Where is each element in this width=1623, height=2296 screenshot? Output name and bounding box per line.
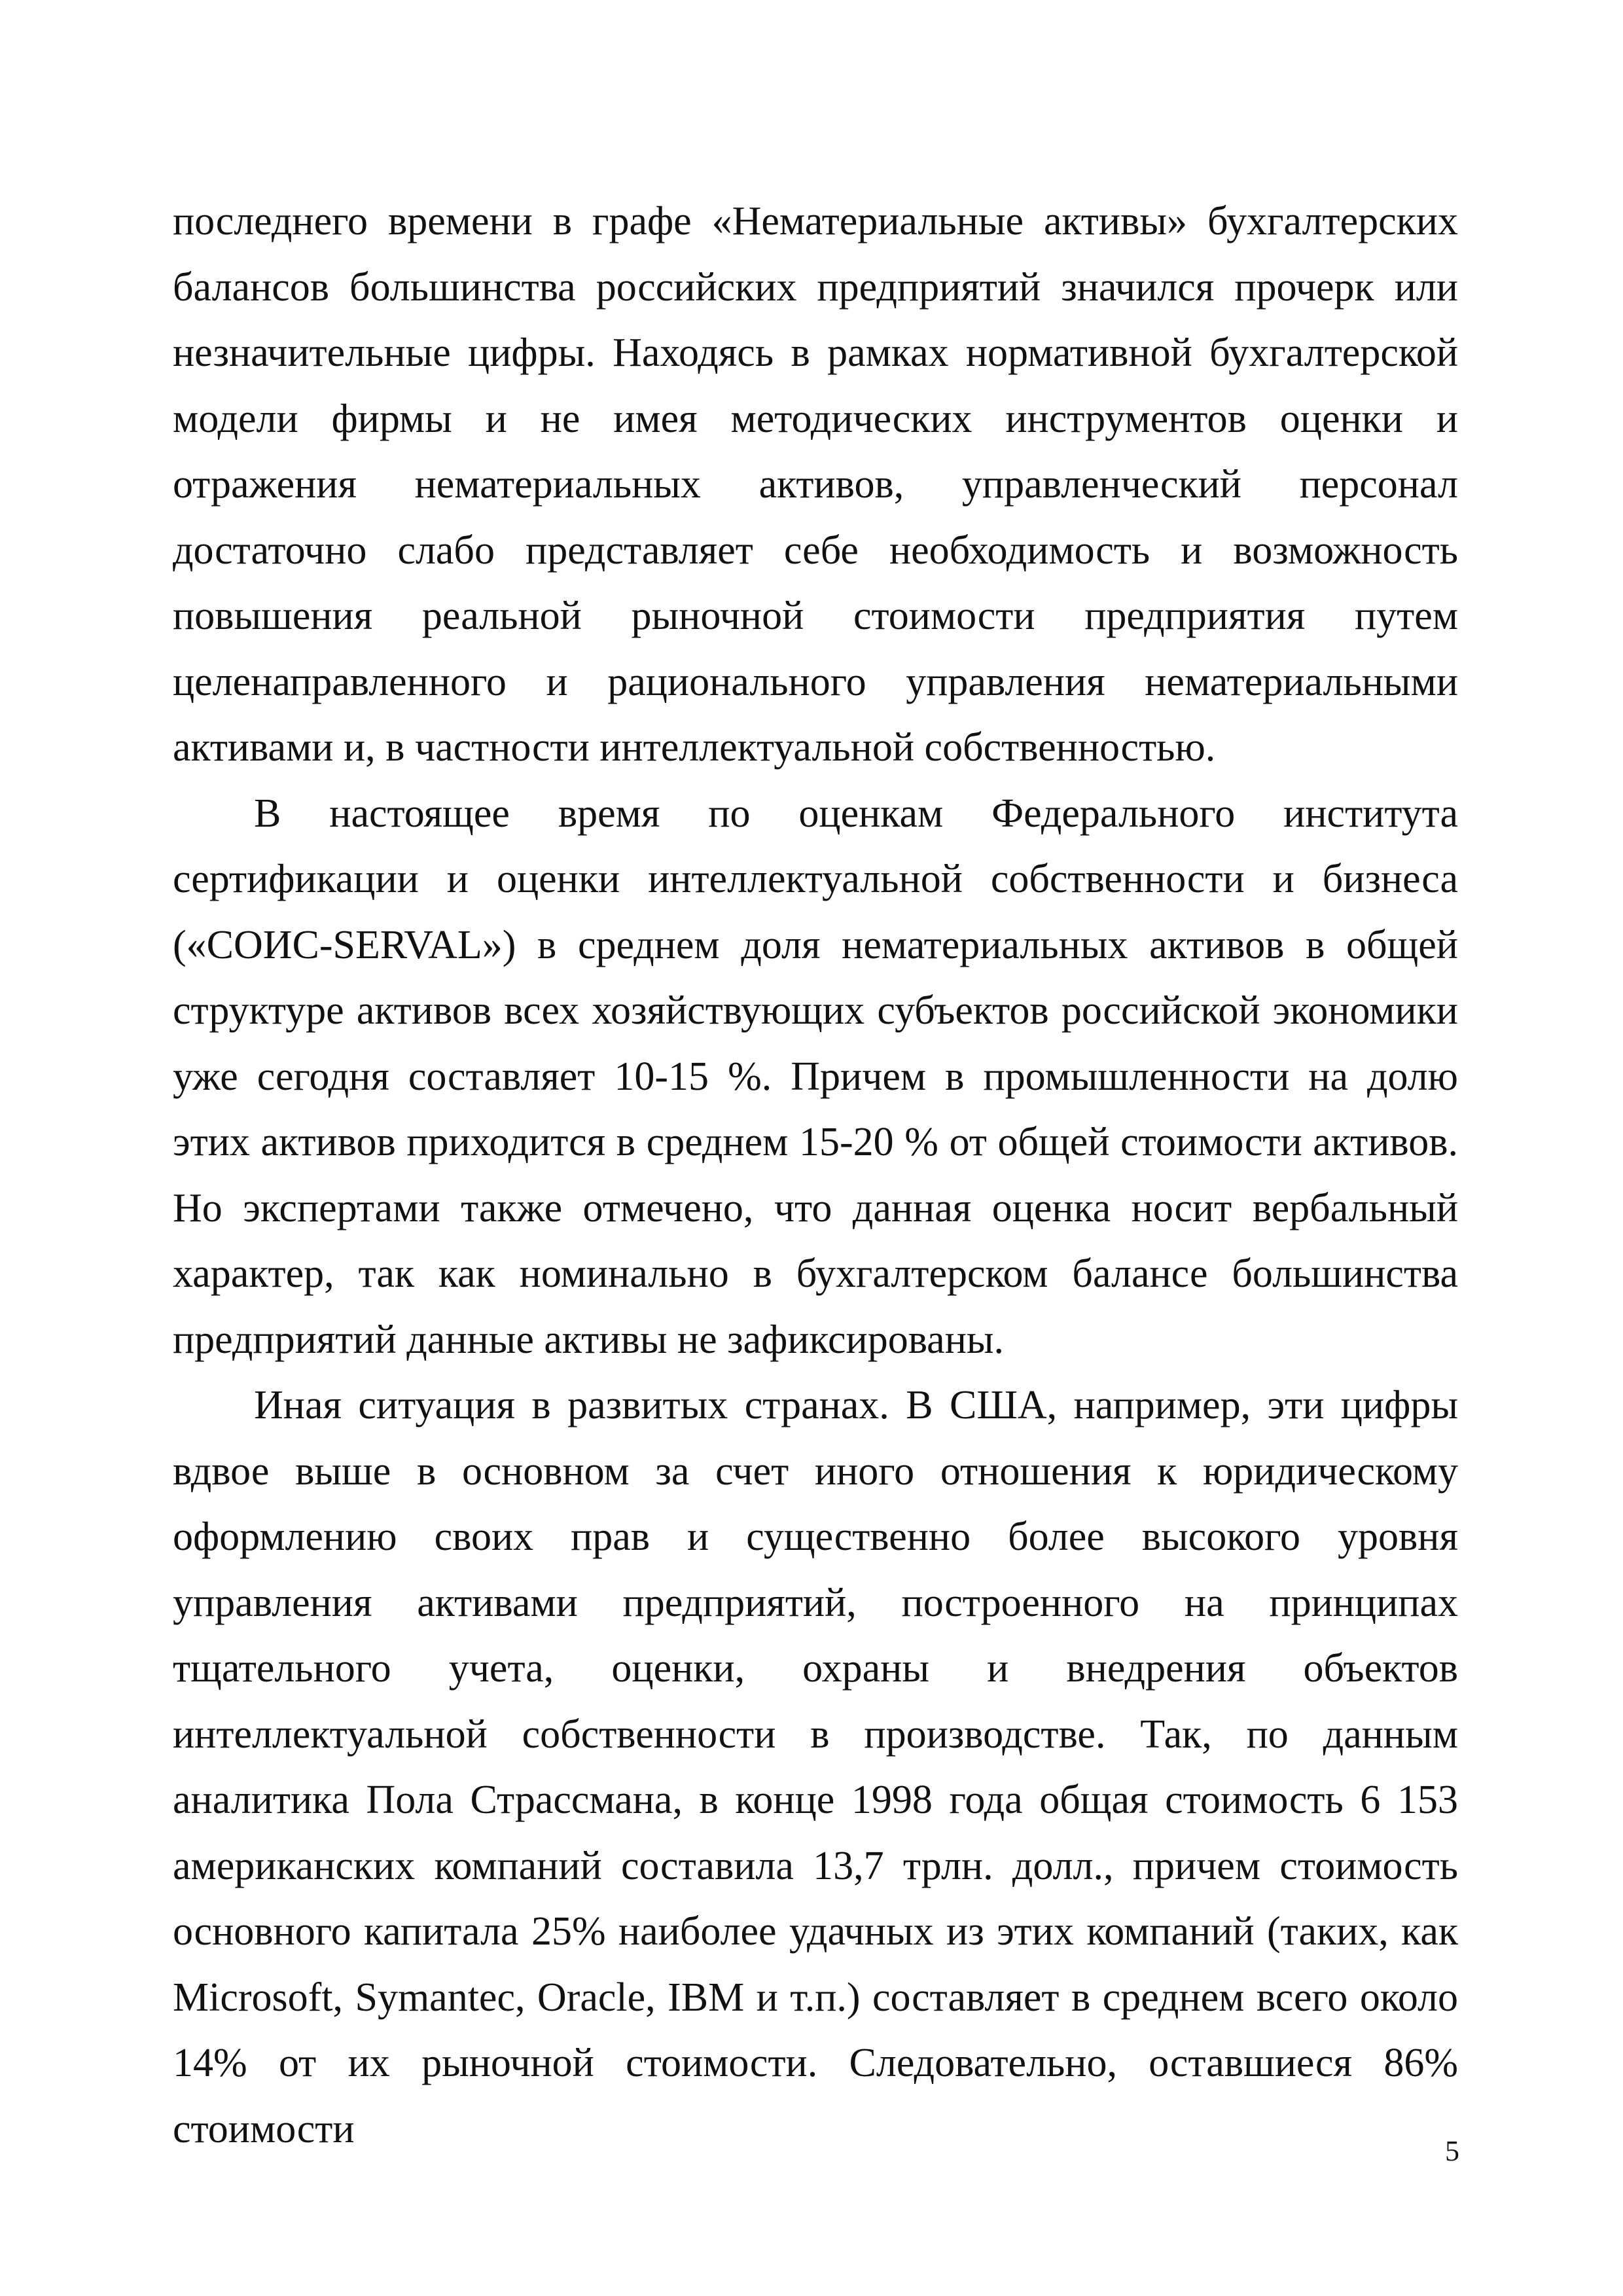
paragraph-russian-estimates: В настоящее время по оценкам Федерального института сертификации и оценки интеллектуальной собственности и бизнеса («СОИС-SERVAL») в среднем доля нематериальных активов в общей структуре активов всех хозяйствующих субъектов российской экономики уже сегодня составляет 10-15 %. Причем в промышленности на долю этих активов приходится в среднем 15-20 % от общей стоимости активов. Но экспертами также отмечено, что данная оценка носит вербальный характер, так как номинально в бухгалтерском балансе большинства предприятий данные активы не зафиксированы. bbox=[173, 791, 1458, 1362]
page-number: 5 bbox=[1445, 2135, 1459, 2167]
body-text bbox=[173, 188, 1458, 2162]
paragraph-continued: последнего времени в графе «Нематериальные активы» бухгалтерских балансов большинства российских предприятий значился прочерк или незначительные цифры. Находясь в рамках нормативной бухгалтерской модели фирмы и не имея методических инструментов оценки и отражения нематериальных активов, управленческий персонал достаточно слабо представляет себе необходимость и возможность повышения реальной рыночной стоимости предприятия путем целенаправленного и рационального управления нематериальными активами и, в частности интеллектуальной собственностью. bbox=[173, 199, 1458, 770]
paragraph-developed-countries: Иная ситуация в развитых странах. В США, например, эти цифры вдвое выше в основном за счет иного отношения к юридическому оформлению своих прав и существенно более высокого уровня управления активами предприятий, построенного на принципах тщательного учета, оценки, охраны и внедрения объектов интеллектуальной собственности в производстве. Так, по данным аналитика Пола Страссмана, в конце 1998 года общая стоимость 6 153 американских компаний составила 13,7 трлн. долл., причем стоимость основного капитала 25% наиболее удачных из этих компаний (таких, как Microsoft, Symantec, Oracle, IBM и т.п.) составляет в среднем всего около 14% от их рыночной стоимости. Следовательно, оставшиеся 86% стоимости bbox=[173, 1383, 1458, 2151]
